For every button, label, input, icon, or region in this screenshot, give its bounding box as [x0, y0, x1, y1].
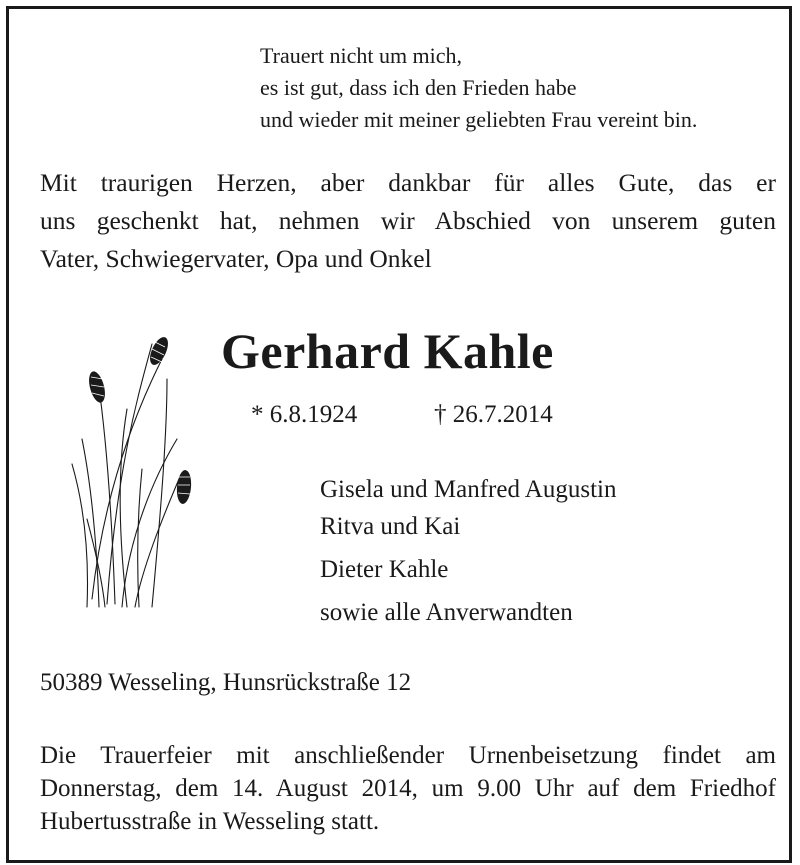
mourner-4: sowie alle Anverwandten — [320, 599, 573, 626]
deceased-name: Gerhard Kahle — [221, 323, 554, 379]
poem-line-2: es ist gut, dass ich den Frieden habe — [260, 75, 577, 100]
intro-line-1 — [40, 164, 776, 202]
birth-date: * 6.8.1924 — [251, 401, 358, 428]
intro-text — [40, 164, 776, 278]
mourner-3: Dieter Kahle — [320, 556, 449, 583]
obituary-frame — [6, 6, 792, 863]
intro-line-2-text: uns geschenkt hat, nehmen wir Abschied von unserem guten — [40, 206, 776, 235]
intro-line-2 — [40, 202, 776, 240]
poem — [260, 40, 697, 136]
mourner-2: Ritva und Kai — [320, 513, 461, 540]
notice-line-3: Hubertusstraße in Wesseling statt. — [40, 808, 380, 835]
poem-line-1: Trauert nicht um mich, — [260, 43, 463, 68]
mourner-1: Gisela und Manfred Augustin — [320, 476, 617, 503]
notice-line-1: Die Trauerfeier mit anschließender Urnenbeisetzung findet am — [40, 742, 776, 769]
notice-line-2: Donnerstag, dem 14. August 2014, um 9.00 Uhr auf dem Friedhof — [40, 775, 776, 802]
poem-line-3: und wieder mit meiner geliebten Frau vereint bin. — [260, 107, 698, 132]
mourners-list — [320, 471, 616, 631]
death-date: † 26.7.2014 — [434, 401, 553, 428]
intro-line-1-text: Mit traurigen Herzen, aber dankbar für alles Gute, das er — [40, 168, 776, 197]
address: 50389 Wesseling, Hunsrückstraße 12 — [40, 669, 412, 696]
funeral-notice — [40, 739, 776, 838]
intro-line-3: Vater, Schwiegervater, Opa und Onkel — [40, 244, 432, 273]
wheat-ears-icon — [67, 319, 207, 609]
